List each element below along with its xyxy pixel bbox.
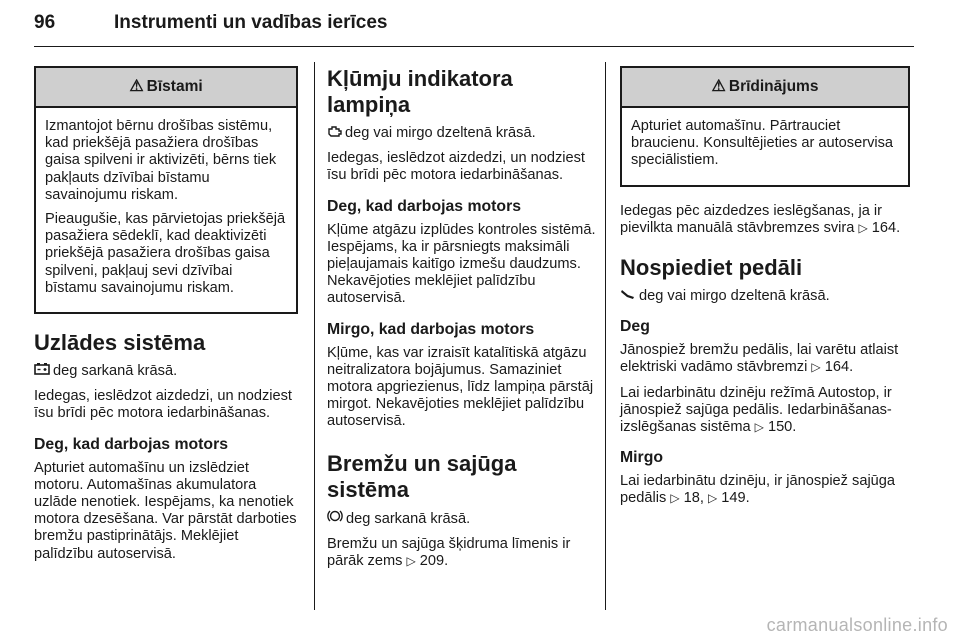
header-divider xyxy=(34,46,914,47)
column-1 xyxy=(34,66,298,571)
danger-para-2: Pieaugušie, kas pārvietojas priekšējā pasažiera sēdeklī, kad deaktivizēti priekšējā pasažiera drošības gaisa spilveni, pakļauj sevi dzīvībai bīstamu savainojumu riskam. xyxy=(45,211,286,296)
danger-box xyxy=(34,66,298,314)
page-ref-arrow-icon: ▷ xyxy=(406,554,416,569)
page-ref-arrow-icon: ▷ xyxy=(858,220,868,235)
danger-box-header xyxy=(36,68,296,108)
running-para: Apturiet automašīnu un izslēdziet motoru. Automašīnas akumulatora uzlāde nenotiek. Iespējams, ka nenotiek motora dzesēšana. Var pārstāt darboties bremžu pastiprinātājs. Meklējiet palīdzību autoservisā. xyxy=(34,459,297,562)
column-3 xyxy=(620,66,910,516)
danger-box-body xyxy=(36,108,296,312)
page-number: 96 xyxy=(34,12,56,33)
mirgo-para: Lai iedarbinātu dzinēju, ir jānospiež sajūga pedālis xyxy=(620,473,896,507)
warning-box-header xyxy=(622,68,908,108)
brake-line: deg sarkanā krāsā. xyxy=(346,510,471,527)
page-ref-arrow-icon: ▷ xyxy=(707,491,718,506)
watermark: carmanualsonline.info xyxy=(766,615,948,635)
danger-box-title: Bīstami xyxy=(146,78,203,96)
column-divider-2 xyxy=(605,62,606,610)
mirgo-ref-2: 149. xyxy=(721,490,750,507)
pedal-heading: Nospiediet pedāli xyxy=(620,255,803,281)
brake-warning-icon xyxy=(327,509,343,527)
page-title: Instrumenti un vadības ierīces xyxy=(114,12,388,33)
deg-running-heading: Deg, kad darbojas motors xyxy=(327,197,521,215)
mil-heading: Kļūmju indikatora lampiņa xyxy=(327,66,513,117)
parking-ref: 164. xyxy=(871,219,901,236)
foot-pedal-icon xyxy=(620,287,636,304)
battery-icon xyxy=(34,362,50,379)
engine-icon xyxy=(327,124,342,141)
charging-line: deg sarkanā krāsā. xyxy=(53,363,178,380)
mirgo-running-para: Kļūme, kas var izraisīt katalītiskā atgāzu neitralizatora bojājumus. Samaziniet motora apgriezienus, līdz lampiņa pārstāj mirgot. Nekavējoties meklējiet palīdzību autoservisā. xyxy=(327,344,594,430)
page-ref-arrow-icon: ▷ xyxy=(754,420,764,435)
page-ref-arrow-icon: ▷ xyxy=(670,491,680,506)
brake-heading: Bremžu un sajūga sistēma xyxy=(327,450,517,502)
parking-para: Iedegas pēc aizdedzes ieslēgšanas, ja ir pievilkta manuālā stāvbremzes svira xyxy=(620,202,883,236)
autostop-para: Lai iedarbinātu dzinēju režīmā Autostop, ir jānospiež sajūga pedālis. Iedarbināšanas-izslēgšanas sistēma xyxy=(620,384,892,436)
charging-para: Iedegas, ieslēdzot aizdedzi, un nodziest īsu brīdi pēc motora iedarbināšanas. xyxy=(34,388,292,422)
charging-system-heading: Uzlādes sistēma xyxy=(34,330,206,356)
running-heading: Deg, kad darbojas motors xyxy=(34,435,228,453)
brake-ref: 209. xyxy=(419,553,449,570)
warning-box-body xyxy=(622,108,908,185)
pedal-line: deg vai mirgo dzeltenā krāsā. xyxy=(639,288,830,305)
warning-triangle-icon: ⚠ xyxy=(711,78,726,96)
warning-triangle-icon: ⚠ xyxy=(129,78,144,96)
mirgo-ref-1: 18, xyxy=(683,490,704,507)
brake-para: Bremžu un sajūga šķidruma līmenis ir pārāk zems xyxy=(327,535,571,570)
autostop-ref: 150. xyxy=(767,419,797,436)
warning-box xyxy=(620,66,910,187)
mirgo-heading: Mirgo xyxy=(620,449,663,467)
page-header xyxy=(34,12,914,42)
deg-para: Jānospiež bremžu pedālis, lai varētu atlaist elektriski vadāmo stāvbremzi xyxy=(620,342,899,376)
warning-box-title: Brīdinājums xyxy=(728,78,819,96)
deg-running-para: Kļūme atgāzu izplūdes kontroles sistēmā. Iespējams, ka ir pārsniegts maksimāli pieļaujamais kaitīgo izmešu daudzums. Nekavējoties meklējiet palīdzību autoservisā. xyxy=(327,221,596,307)
deg-ref: 164. xyxy=(824,359,854,376)
danger-para-1: Izmantojot bērnu drošības sistēmu, kad priekšējā pasažiera drošības gaisa spilveni ir aktivizēti, bērns tiek pakļauts dzīvībai bīstamu savainojumu riskam. xyxy=(45,118,277,203)
mirgo-running-heading: Mirgo, kad darbojas motors xyxy=(327,320,535,338)
mil-line: deg vai mirgo dzeltenā krāsā. xyxy=(345,125,536,141)
page-ref-arrow-icon: ▷ xyxy=(811,360,821,375)
warning-para: Apturiet automašīnu. Pārtrauciet braucienu. Konsultējieties ar autoservisa speciālistiem. xyxy=(631,118,894,169)
deg-heading: Deg xyxy=(620,318,650,336)
mil-para: Iedegas, ieslēdzot aizdedzi, un nodziest īsu brīdi pēc motora iedarbināšanas. xyxy=(327,150,585,184)
column-2 xyxy=(327,66,597,578)
column-divider-1 xyxy=(314,62,315,610)
